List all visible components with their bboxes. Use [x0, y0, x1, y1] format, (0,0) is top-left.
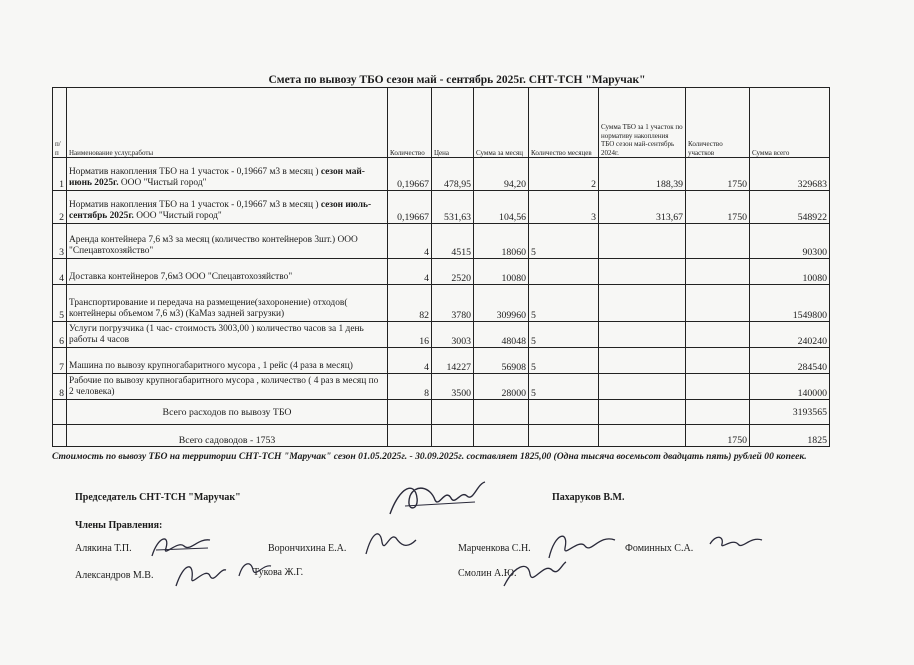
row-sum-month: 94,20 [474, 158, 529, 191]
row-price: 3003 [432, 322, 474, 348]
row-months: 2 [529, 158, 599, 191]
row-qty: 16 [388, 322, 432, 348]
row-plots [686, 322, 750, 348]
row-plots: 1750 [686, 158, 750, 191]
voronchikhina-signature [360, 524, 420, 560]
document-title: Смета по вывозу ТБО сезон май - сентябрь 2025г. СНТ-ТСН "Маручак" [268, 74, 646, 86]
estimate-table [52, 87, 830, 447]
row-qty: 82 [388, 285, 432, 322]
row-qty: 4 [388, 224, 432, 259]
col-sum-month-header: Сумма за месяц [474, 88, 529, 158]
chairman-name: Пахаруков В.М. [552, 492, 625, 503]
row-total: 548922 [750, 191, 830, 224]
row-tbo-sum: 313,67 [599, 191, 686, 224]
aleksandrov-signature [170, 558, 230, 592]
col-months-header: Количество месяцев [529, 88, 599, 158]
table-row [53, 374, 830, 400]
row-tbo-sum [599, 374, 686, 400]
row-months: 5 [529, 374, 599, 400]
table-row [53, 259, 830, 285]
row-price: 14227 [432, 348, 474, 374]
total-row-sum-month [474, 400, 529, 425]
row-total: 10080 [750, 259, 830, 285]
row-months: 5 [529, 224, 599, 259]
row-price: 478,95 [432, 158, 474, 191]
row-no: 1 [53, 158, 67, 191]
row-price: 2520 [432, 259, 474, 285]
row-tbo-sum [599, 322, 686, 348]
table-row [53, 158, 830, 191]
row-no: 7 [53, 348, 67, 374]
row-name-text: Норматив накопления ТБО на 1 участок - 0,19667 м3 в месяц ) [69, 166, 321, 177]
row-months: 5 [529, 348, 599, 374]
row-price: 4515 [432, 224, 474, 259]
table-row [53, 348, 830, 374]
member-marchenkova: Марченкова С.Н. [458, 543, 531, 554]
col-qty-header: Количество [388, 88, 432, 158]
row-qty: 4 [388, 259, 432, 285]
row-plots [686, 285, 750, 322]
row-sum-month: 48048 [474, 322, 529, 348]
header-row [53, 88, 830, 158]
total-row-months [529, 400, 599, 425]
total-row-plots [686, 400, 750, 425]
table-row [53, 322, 830, 348]
growers-row [53, 425, 830, 447]
row-sum-month: 309960 [474, 285, 529, 322]
row-months: 3 [529, 191, 599, 224]
row-name: Аренда контейнера 7,6 м3 за месяц (количество контейнеров 3шт.) ООО "Спецавтохозяйство" [67, 224, 388, 259]
row-price: 531,63 [432, 191, 474, 224]
chairman-label: Председатель СНТ-ТСН "Маручак" [75, 492, 241, 503]
row-sum-month: 18060 [474, 224, 529, 259]
row-name: Рабочие по вывозу крупногабаритного мусора , количество ( 4 раз в месяц по 2 человека) [67, 374, 388, 400]
row-sum-month: 104,56 [474, 191, 529, 224]
row-sum-month: 56908 [474, 348, 529, 374]
member-smolin: Смолин А.Ю. [458, 568, 517, 579]
member-voronchikhina: Ворончихина Е.А. [268, 543, 347, 554]
table-row [53, 285, 830, 322]
row-total: 1549800 [750, 285, 830, 322]
row-no: 3 [53, 224, 67, 259]
row-qty: 4 [388, 348, 432, 374]
growers-plots: 1750 [686, 425, 750, 447]
row-no: 4 [53, 259, 67, 285]
total-row-no [53, 400, 67, 425]
row-price: 3780 [432, 285, 474, 322]
row-total: 284540 [750, 348, 830, 374]
table-row [53, 224, 830, 259]
row-total: 90300 [750, 224, 830, 259]
row-plots: 1750 [686, 191, 750, 224]
row-sum-month: 10080 [474, 259, 529, 285]
row-name [67, 191, 388, 224]
row-tbo-sum [599, 224, 686, 259]
row-total: 329683 [750, 158, 830, 191]
row-tbo-sum: 188,39 [599, 158, 686, 191]
row-no: 8 [53, 374, 67, 400]
row-price: 3500 [432, 374, 474, 400]
row-total: 240240 [750, 322, 830, 348]
row-sum-month: 28000 [474, 374, 529, 400]
growers-row-tbo-sum [599, 425, 686, 447]
row-name [67, 158, 388, 191]
total-row-qty [388, 400, 432, 425]
growers-row-no [53, 425, 67, 447]
growers-label: Всего садоводов - 1753 [67, 425, 388, 447]
row-tbo-sum [599, 259, 686, 285]
member-aleksandrov: Александров М.В. [75, 570, 154, 581]
col-price-header: Цена [432, 88, 474, 158]
row-name-season: сезон май-июнь 2025г. [69, 166, 365, 189]
table-row [53, 191, 830, 224]
row-no: 2 [53, 191, 67, 224]
total-label: Всего расходов по вывозу ТБО [67, 400, 388, 425]
total-row-price [432, 400, 474, 425]
tukova-signature [235, 556, 275, 582]
row-name-tail: ООО "Чистый город" [133, 211, 222, 222]
growers-row-sum-month [474, 425, 529, 447]
member-alyakina: Алякина Т.П. [75, 543, 132, 554]
col-no-header: п/п [53, 88, 67, 158]
smolin-signature [500, 556, 570, 592]
growers-row-qty [388, 425, 432, 447]
row-no: 6 [53, 322, 67, 348]
row-tbo-sum [599, 285, 686, 322]
row-total: 140000 [750, 374, 830, 400]
board-label: Члены Правления: [75, 520, 163, 531]
growers-total: 1825 [750, 425, 830, 447]
row-months: 5 [529, 322, 599, 348]
total-row-tbo-sum [599, 400, 686, 425]
row-plots [686, 374, 750, 400]
member-fominnykh: Фоминных С.А. [625, 543, 694, 554]
row-months [529, 259, 599, 285]
row-qty: 8 [388, 374, 432, 400]
fominnykh-signature [706, 530, 766, 554]
row-name: Доставка контейнеров 7,6м3 ООО "Спецавтохозяйство" [67, 259, 388, 285]
row-no: 5 [53, 285, 67, 322]
row-tbo-sum [599, 348, 686, 374]
total-row [53, 400, 830, 425]
row-name-tail: ООО "Чистый город" [118, 178, 207, 189]
growers-row-months [529, 425, 599, 447]
total-amount: 3193565 [750, 400, 830, 425]
col-plots-header: Количество участков [686, 88, 750, 158]
cost-note: Стоимость по вывозу ТБО на территории СНТ-ТСН "Маручак" сезон 01.05.2025г. - 30.09.2025г. составляет 1825,00 (Одна тысяча восемьсот двадцать пять) рублей 00 копеек. [52, 451, 807, 462]
col-total-header: Сумма всего [750, 88, 830, 158]
col-name-header: Наименование услуг,работы [67, 88, 388, 158]
row-name: Машина по вывозу крупногабаритного мусора , 1 рейс (4 раза в месяц) [67, 348, 388, 374]
row-name-season: сезон июль-сентябрь 2025г. [69, 199, 372, 222]
row-plots [686, 348, 750, 374]
col-tbo-sum-header: Сумма ТБО за 1 участок по нормативу накопления ТБО сезон май-сентябрь 2024г. [599, 88, 686, 158]
row-name-text: Норматив накопления ТБО на 1 участок - 0,19667 м3 в месяц ) [69, 199, 321, 210]
row-plots [686, 259, 750, 285]
row-qty: 0,19667 [388, 191, 432, 224]
row-plots [686, 224, 750, 259]
member-tukova: Тукова Ж.Г. [253, 567, 304, 578]
row-name: Транспортирование и передача на размещение(захоронение) отходов( контейнеры объемом 7,6 м3) (КаМаз задней загрузки) [67, 285, 388, 322]
row-qty: 0,19667 [388, 158, 432, 191]
row-months: 5 [529, 285, 599, 322]
growers-row-price [432, 425, 474, 447]
row-name: Услуги погрузчика (1 час- стоимость 3003,00 ) количество часов за 1 день работы 4 часов [67, 322, 388, 348]
chairman-signature [385, 476, 495, 521]
